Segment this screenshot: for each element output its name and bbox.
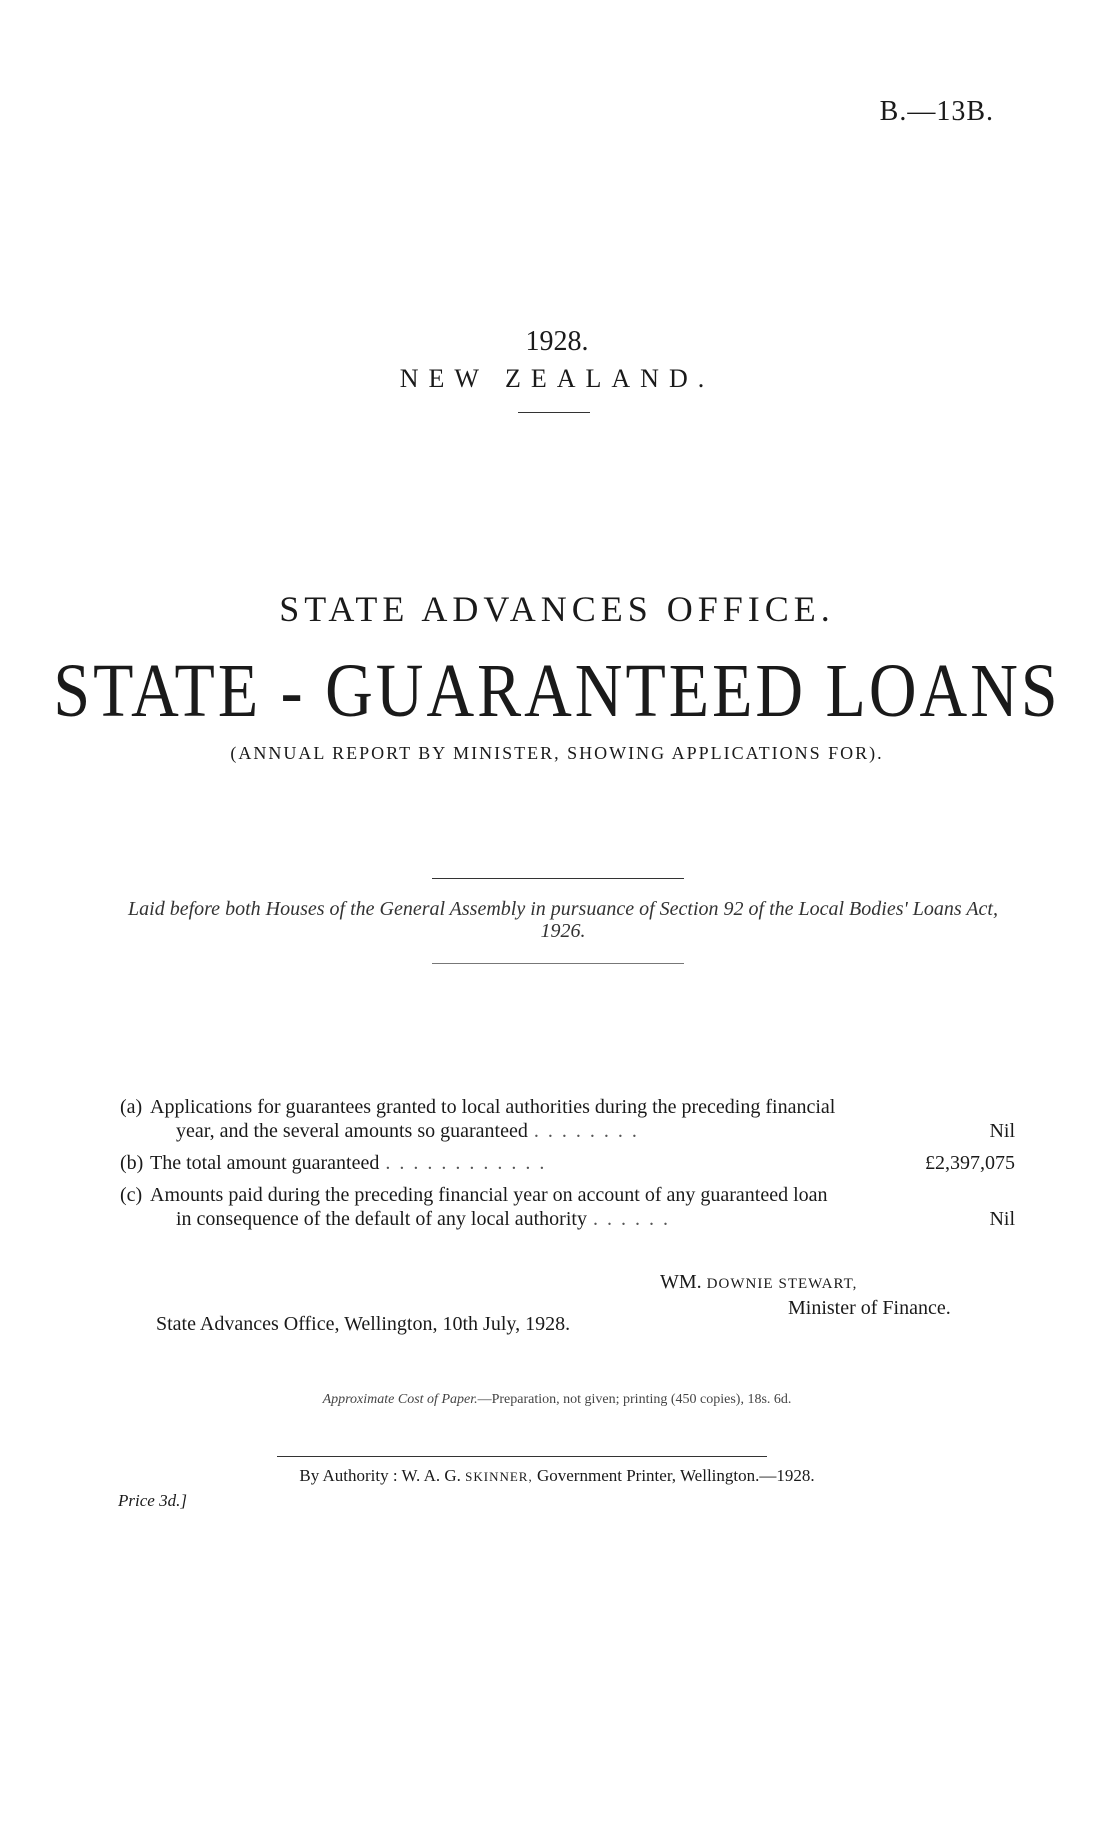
authority-prefix: By Authority : W. A. G.	[299, 1466, 461, 1485]
item-amount: £2,397,075	[925, 1152, 1015, 1174]
divider-rule	[277, 1456, 767, 1457]
divider-rule	[432, 963, 684, 964]
item-text-line2: The total amount guaranteed	[150, 1152, 380, 1174]
dot-leader: . . . . . . . . . . . .	[385, 1152, 547, 1174]
country-heading: NEW ZEALAND.	[399, 364, 715, 393]
signer-name	[660, 1270, 951, 1296]
cost-text: —Preparation, not given; printing (450 copies), 18s. 6d.	[477, 1392, 792, 1407]
authority-suffix: Government Printer, Wellington.—1928.	[536, 1466, 815, 1485]
document-year: 1928.	[525, 326, 589, 357]
signer-first-name: DOWNIE	[706, 1276, 774, 1292]
report-items	[120, 1095, 1015, 1239]
item-label: (c)	[120, 1184, 143, 1206]
office-date-line: State Advances Office, Wellington, 10th July, 1928.	[156, 1313, 571, 1335]
item-text-line2: in consequence of the default of any local authority	[176, 1208, 587, 1230]
document-reference: B.—13B.	[879, 96, 994, 127]
signature-block	[660, 1270, 951, 1320]
dot-leader: . . . . . .	[592, 1208, 670, 1230]
item-amount: Nil	[989, 1208, 1015, 1230]
dot-leader: . . . . . . . .	[533, 1120, 639, 1142]
report-item-c	[120, 1183, 1015, 1231]
item-text-line1: Applications for guarantees granted to local authorities during the preceding financial	[150, 1096, 836, 1118]
office-heading: STATE ADVANCES OFFICE.	[279, 589, 835, 629]
signer-role: Minister of Finance.	[788, 1297, 951, 1319]
printer-name: SKINNER,	[465, 1469, 533, 1484]
signer-prefix: WM.	[660, 1271, 702, 1293]
item-text-line2: year, and the several amounts so guaranteed	[176, 1120, 528, 1142]
report-item-b	[120, 1151, 1015, 1175]
price-note: Price 3d.]	[118, 1491, 187, 1510]
divider-rule	[432, 878, 684, 879]
cost-of-paper	[0, 1392, 1114, 1408]
item-label: (b)	[120, 1152, 144, 1174]
signer-last-name: STEWART,	[778, 1276, 858, 1292]
cost-label: Approximate Cost of Paper.	[322, 1392, 478, 1407]
report-subtitle: (ANNUAL REPORT BY MINISTER, SHOWING APPLICATIONS FOR).	[230, 743, 884, 763]
printer-authority	[0, 1466, 1114, 1486]
laid-before-statement: Laid before both Houses of the General Assembly in pursuance of Section 92 of the Local Bodies' Loans Act, 1926.	[128, 898, 998, 942]
divider-rule	[518, 412, 590, 413]
main-title: STATE - GUARANTEED LOANS	[53, 649, 1061, 734]
report-item-a	[120, 1095, 1015, 1143]
item-amount: Nil	[989, 1120, 1015, 1142]
item-text-line1: Amounts paid during the preceding financial year on account of any guaranteed loan	[150, 1184, 828, 1206]
item-label: (a)	[120, 1096, 143, 1118]
